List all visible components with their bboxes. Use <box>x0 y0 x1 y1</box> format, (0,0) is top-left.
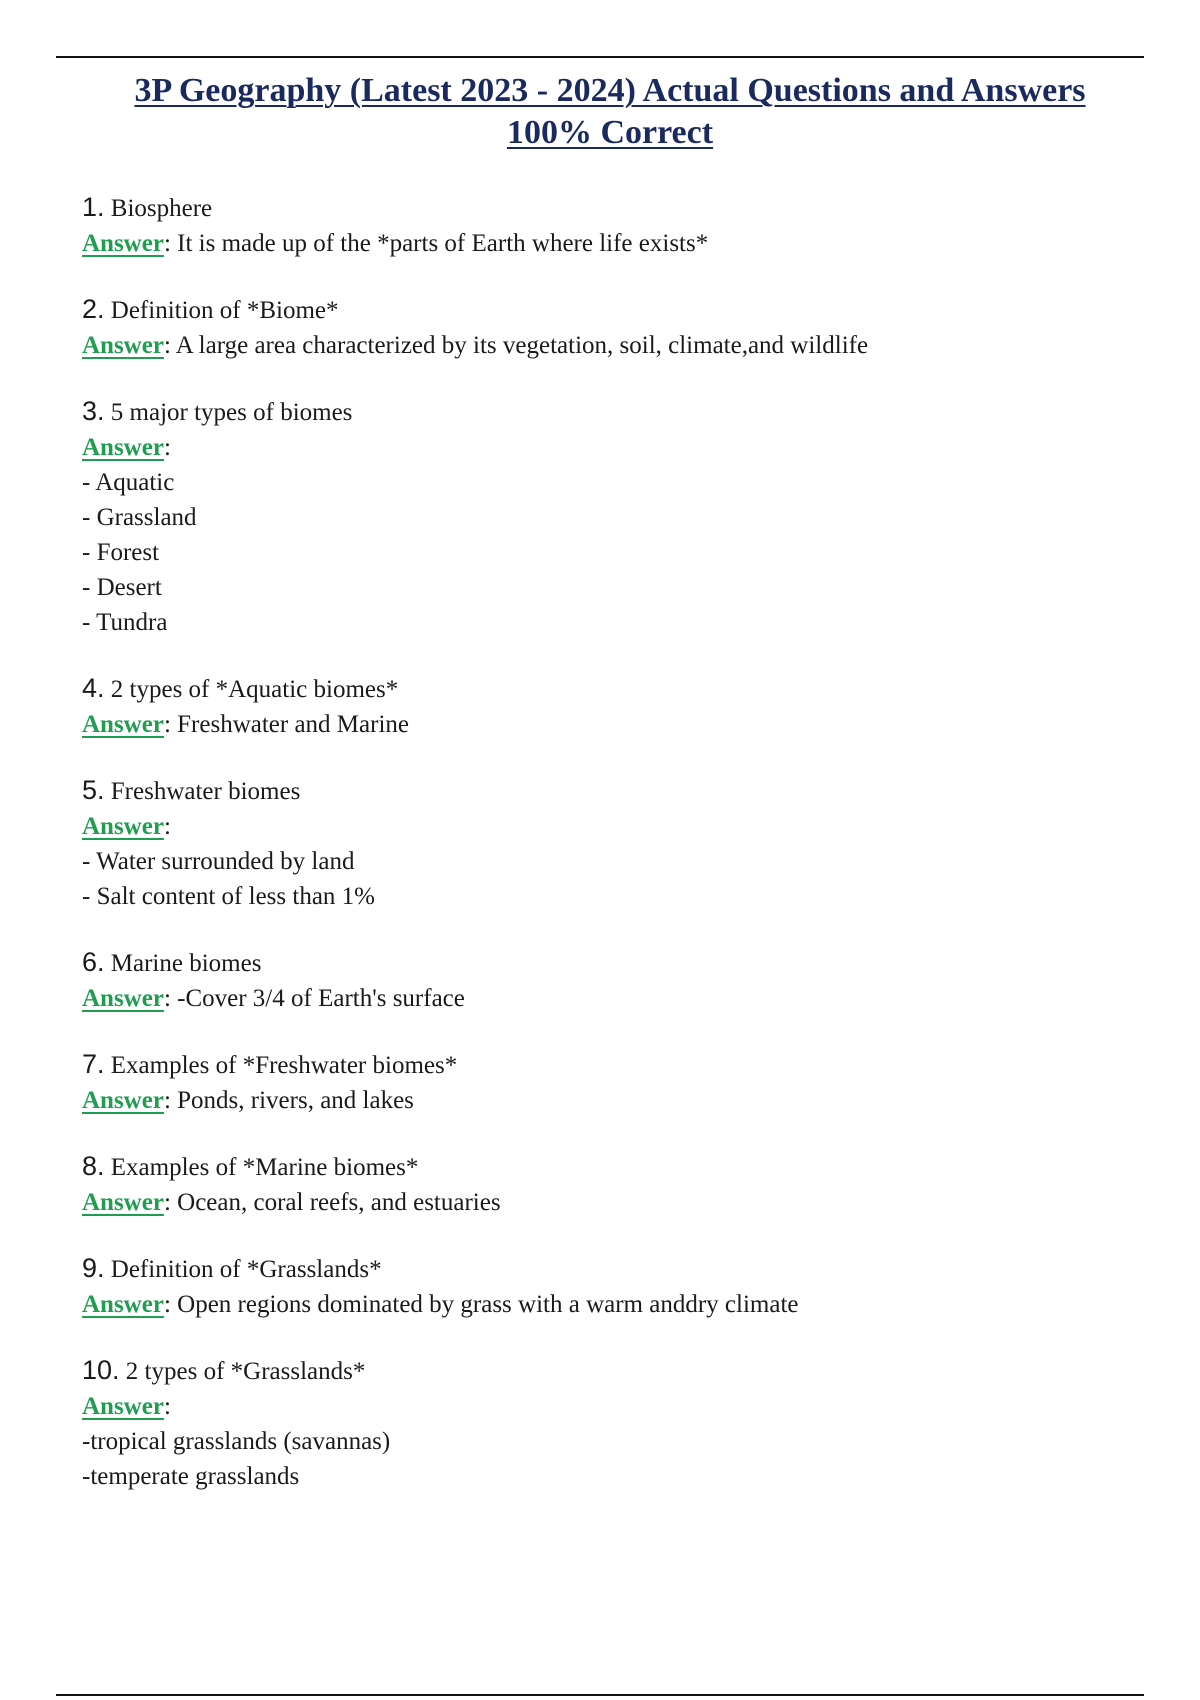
answer <box>82 328 1142 363</box>
answer <box>82 226 1142 261</box>
answer-label: Answer <box>82 332 164 359</box>
question-number: 3. <box>82 396 105 426</box>
question <box>82 190 1142 226</box>
bottom-rule <box>56 1694 1144 1696</box>
question-number: 7. <box>82 1049 105 1079</box>
question-number: 1. <box>82 192 105 222</box>
answer-label: Answer <box>82 1291 164 1318</box>
question-text: Examples of *Marine biomes* <box>104 1154 419 1181</box>
qa-item <box>82 945 1142 1016</box>
qa-item <box>82 1251 1142 1322</box>
answer-label: Answer <box>82 1393 164 1420</box>
question-text: Marine biomes <box>104 950 262 977</box>
qa-item <box>82 1149 1142 1220</box>
answer-list-item: - Aquatic <box>82 469 175 496</box>
answer-label: Answer <box>82 1087 164 1114</box>
qa-item <box>82 394 1142 640</box>
question <box>82 1353 1142 1389</box>
question <box>82 292 1142 328</box>
answer-label: Answer <box>82 1189 164 1216</box>
question-number: 6. <box>82 947 105 977</box>
answer-text: : A large area characterized by its vegetation, soil, climate,and wildlife <box>163 332 869 359</box>
question-number: 2. <box>82 294 105 324</box>
question-number: 10. <box>82 1355 120 1385</box>
answer-text: : It is made up of the *parts of Earth where life exists* <box>163 230 709 257</box>
title-line-1: 3P Geography (Latest 2023 - 2024) Actual Questions and Answers <box>134 72 1086 109</box>
qa-item <box>82 1353 1142 1494</box>
answer-label: Answer <box>82 985 164 1012</box>
answer-list-item: - Salt content of less than 1% <box>82 883 375 910</box>
answer <box>82 1083 1142 1118</box>
qa-item <box>82 773 1142 914</box>
qa-item <box>82 1047 1142 1118</box>
answer-list-item: - Desert <box>82 574 162 601</box>
question-number: 5. <box>82 775 105 805</box>
question-text: 2 types of *Grasslands* <box>119 1358 366 1385</box>
answer-text: : Freshwater and Marine <box>163 711 409 738</box>
answer <box>82 981 1142 1016</box>
question <box>82 773 1142 809</box>
answer <box>82 1185 1142 1220</box>
document-title <box>70 70 1150 154</box>
answer-text: : Ponds, rivers, and lakes <box>163 1087 414 1114</box>
answer-text: : <box>163 813 171 840</box>
qa-item <box>82 671 1142 742</box>
answer-list-item: - Grassland <box>82 504 197 531</box>
qa-item <box>82 190 1142 261</box>
question-text: Biosphere <box>104 195 213 222</box>
question-number: 4. <box>82 673 105 703</box>
answer <box>82 707 1142 742</box>
question-text: Freshwater biomes <box>104 778 301 805</box>
answer-list-item: - Tundra <box>82 609 168 636</box>
answer-list-item: -temperate grasslands <box>82 1463 300 1490</box>
question <box>82 1149 1142 1185</box>
answer-label: Answer <box>82 711 164 738</box>
answer-label: Answer <box>82 434 164 461</box>
qa-list <box>82 190 1142 1525</box>
question <box>82 671 1142 707</box>
answer-label: Answer <box>82 813 164 840</box>
question-text: Definition of *Grasslands* <box>104 1256 382 1283</box>
answer <box>82 1389 1142 1424</box>
answer-label: Answer <box>82 230 164 257</box>
question-text: Definition of *Biome* <box>104 297 339 324</box>
question-text: Examples of *Freshwater biomes* <box>104 1052 458 1079</box>
answer-text: : <box>163 434 171 461</box>
answer-text: : Ocean, coral reefs, and estuaries <box>163 1189 501 1216</box>
answer-list-item: - Water surrounded by land <box>82 848 355 875</box>
answer-text: : <box>163 1393 171 1420</box>
answer <box>82 809 1142 844</box>
title-line-2: 100% Correct <box>506 114 714 151</box>
answer <box>82 430 1142 465</box>
answer-text: : Open regions dominated by grass with a warm anddry climate <box>163 1291 799 1318</box>
question <box>82 1251 1142 1287</box>
question-number: 8. <box>82 1151 105 1181</box>
question <box>82 1047 1142 1083</box>
question-text: 2 types of *Aquatic biomes* <box>104 676 399 703</box>
answer <box>82 1287 1142 1322</box>
question-number: 9. <box>82 1253 105 1283</box>
top-rule <box>56 56 1144 58</box>
question <box>82 394 1142 430</box>
answer-list-item: -tropical grasslands (savannas) <box>82 1428 391 1455</box>
qa-item <box>82 292 1142 363</box>
answer-list-item: - Forest <box>82 539 160 566</box>
answer-text: : -Cover 3/4 of Earth's surface <box>163 985 465 1012</box>
question <box>82 945 1142 981</box>
question-text: 5 major types of biomes <box>104 399 353 426</box>
